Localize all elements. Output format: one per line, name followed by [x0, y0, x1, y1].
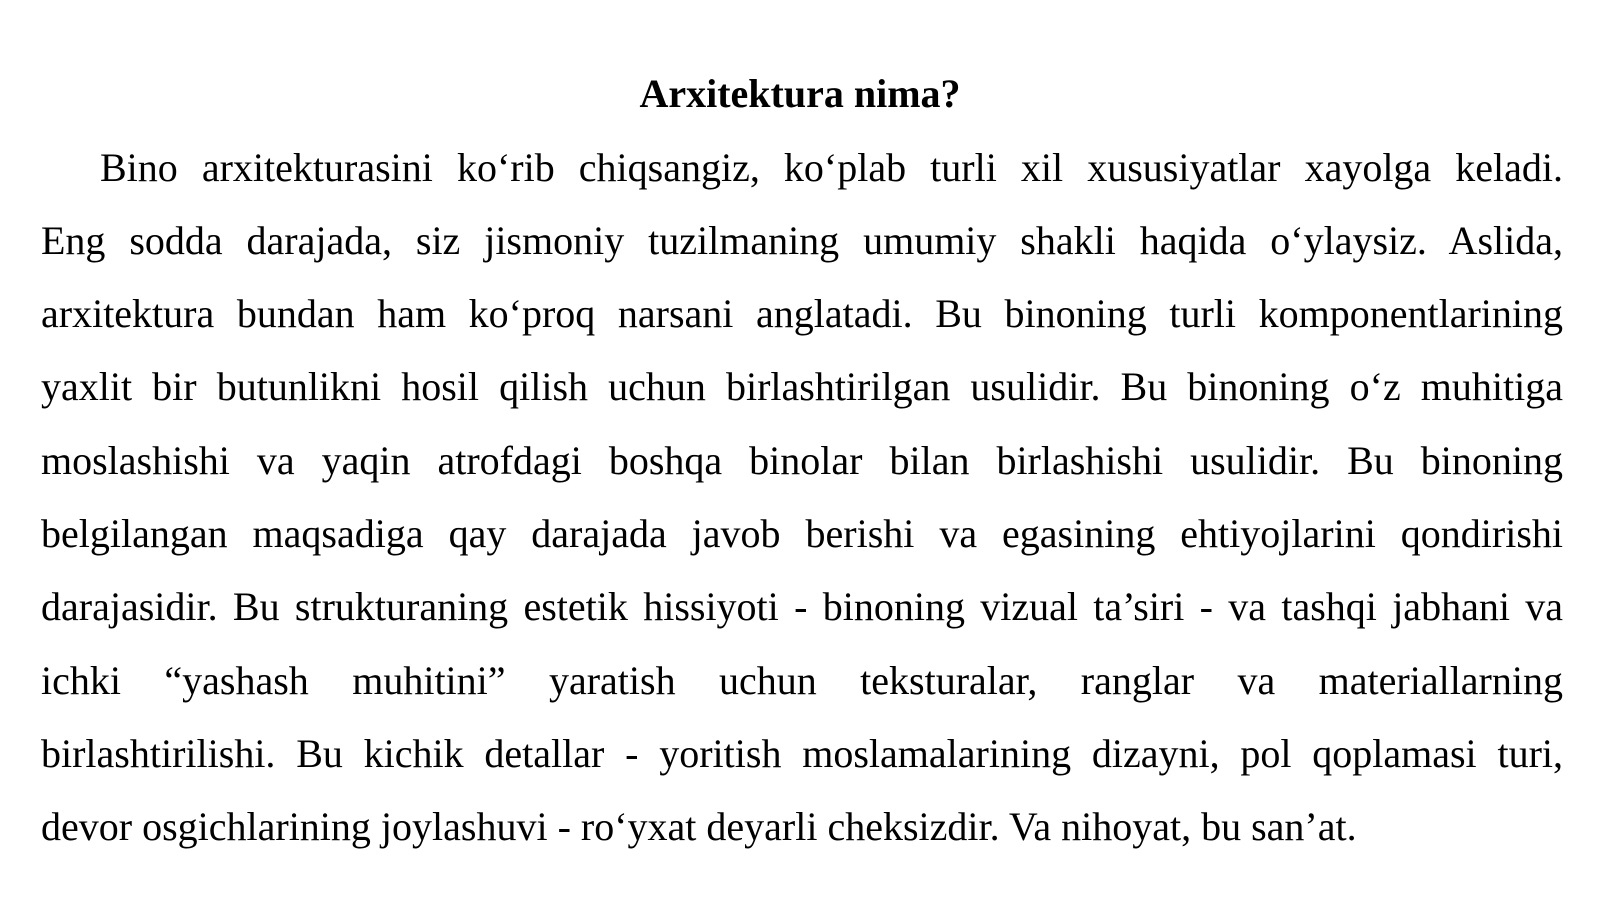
paragraph-line: moslashishi va yaqin atrofdagi boshqa binolar bilan birlashishi usulidir. Bu binoning: [41, 438, 1563, 483]
paragraph-line: yaxlit bir butunlikni hosil qilish uchun birlashtirilgan usulidir. Bu binoning o‘z muhitiga: [41, 364, 1563, 409]
page-title: Arxitektura nima?: [639, 71, 961, 116]
paragraph-line: Bino arxitekturasini ko‘rib chiqsangiz, ko‘plab turli xil xususiyatlar xayolga keladi.: [100, 145, 1563, 190]
paragraph-line: belgilangan maqsadiga qay darajada javob berishi va egasining ehtiyojlarini qondirishi: [41, 511, 1563, 556]
paragraph-line: arxitektura bundan ham ko‘proq narsani anglatadi. Bu binoning turli komponentlarining: [41, 291, 1563, 336]
paragraph-line: ichki “yashash muhitini” yaratish uchun teksturalar, ranglar va materiallarning: [41, 658, 1563, 703]
paragraph-line-last: devor osgichlarining joylashuvi - ro‘yxat deyarli cheksizdir. Va nihoyat, bu san’at.: [41, 804, 1357, 849]
paragraph-line: darajasidir. Bu strukturaning estetik hissiyoti - binoning vizual ta’siri - va tashqi jabhani va: [41, 584, 1563, 629]
paragraph-line: birlashtirilishi. Bu kichik detallar - yoritish moslamalarining dizayni, pol qoplamasi turi,: [41, 731, 1563, 776]
paragraph-line: Eng sodda darajada, siz jismoniy tuzilmaning umumiy shakli haqida o‘ylaysiz. Aslida,: [41, 218, 1563, 263]
